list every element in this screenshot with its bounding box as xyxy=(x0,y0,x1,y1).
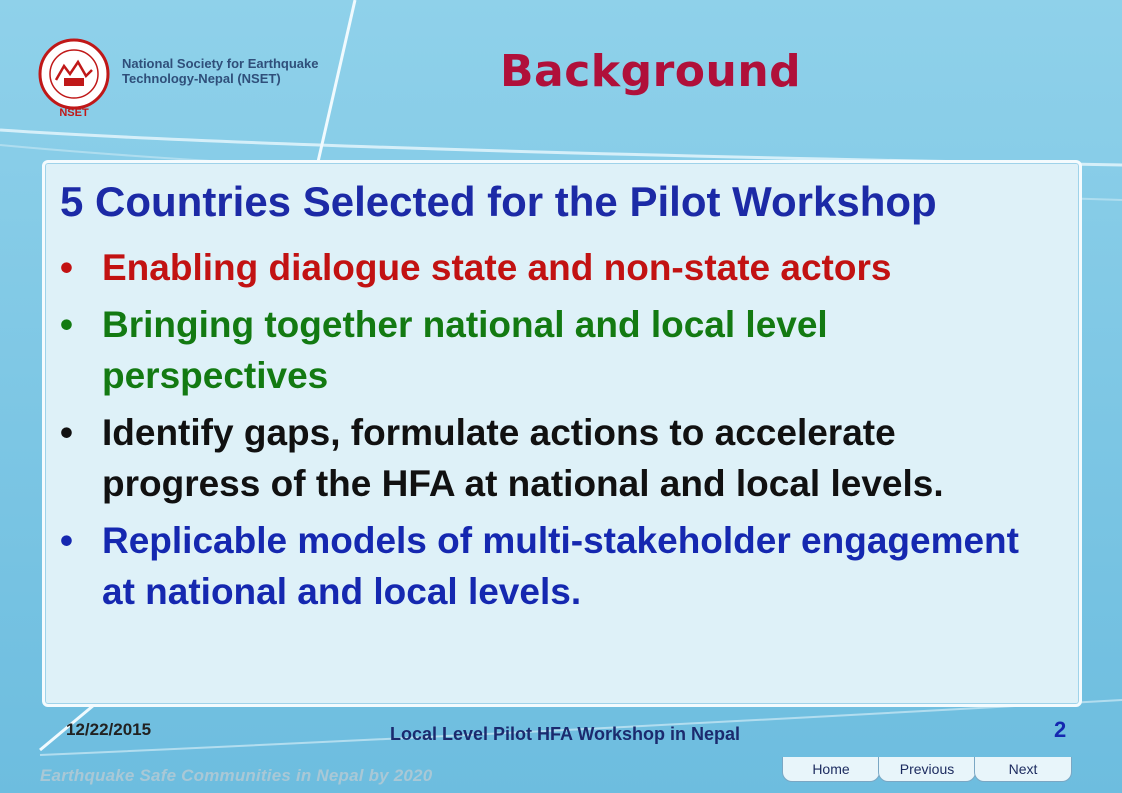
bullet-icon: • xyxy=(60,247,73,288)
slide-navigation xyxy=(782,757,1072,783)
bullet-item xyxy=(60,515,1060,617)
bullet-item xyxy=(60,242,1060,293)
bullet-text: Replicable models of multi-stakeholder engagement at national and local levels. xyxy=(102,520,1019,612)
organization-name: National Society for Earthquake Technology-Nepal (NSET) xyxy=(122,56,319,86)
logo-label: NSET xyxy=(59,107,89,119)
bullet-text: Enabling dialogue state and non-state actors xyxy=(102,247,892,288)
previous-button[interactable]: Previous xyxy=(878,757,976,782)
footer-tagline: Earthquake Safe Communities in Nepal by 2020 xyxy=(40,766,433,785)
footer-date: 12/22/2015 xyxy=(66,720,152,739)
page-number: 2 xyxy=(1054,717,1067,742)
footer-title: Local Level Pilot HFA Workshop in Nepal xyxy=(390,724,741,744)
next-button[interactable]: Next xyxy=(974,757,1072,782)
slide-title: Background xyxy=(500,46,802,97)
bullet-text: Identify gaps, formulate actions to accelerate progress of the HFA at national and local levels. xyxy=(102,412,944,504)
bullet-item xyxy=(60,407,1060,509)
slide-heading: 5 Countries Selected for the Pilot Workshop xyxy=(60,178,937,225)
bullet-icon: • xyxy=(60,304,73,345)
bullet-item xyxy=(60,299,1060,401)
bullet-icon: • xyxy=(60,412,73,453)
bullet-list xyxy=(60,242,1060,623)
bullet-icon: • xyxy=(60,520,73,561)
bullet-text: Bringing together national and local level perspectives xyxy=(102,304,828,396)
home-button[interactable]: Home xyxy=(782,757,880,782)
nset-logo xyxy=(28,34,120,120)
